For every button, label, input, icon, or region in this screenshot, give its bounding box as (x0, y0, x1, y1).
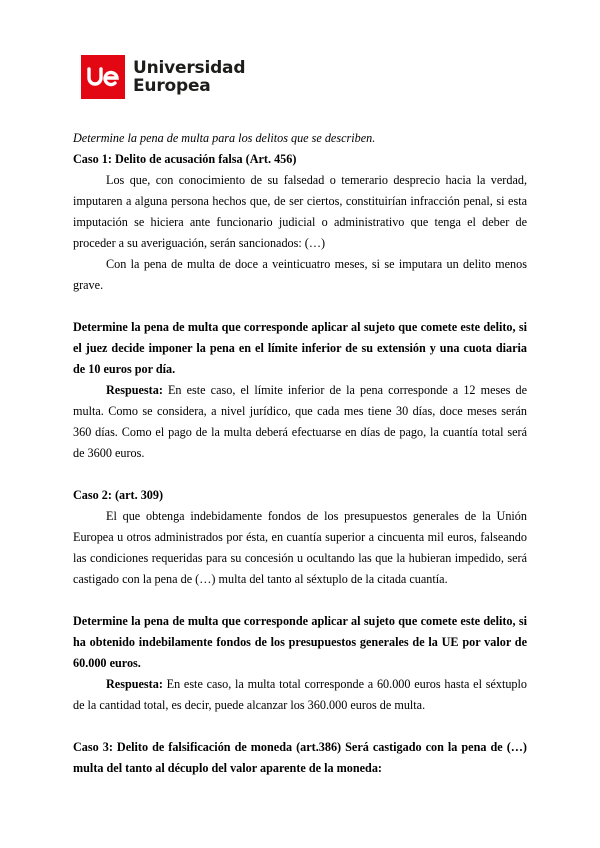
case2-title: Caso 2: (art. 309) (73, 488, 164, 502)
case1-answer (73, 380, 527, 464)
logo-name-line2: Europea (133, 76, 211, 96)
ue-logo-icon (86, 66, 120, 88)
case1-paragraph1: Los que, con conocimiento de su falsedad o temerario desprecio hacia la verdad, imputaren a alguna persona hechos que, de ser ciertos, constituirían infracción penal, si esta imputación se hiciera ante funcionario judicial o administrativo que tenga el deber de proceder a su averiguación, serán sancionados: (…) (73, 173, 527, 250)
case2-answer-text: En este caso, la multa total corresponde a 60.000 euros hasta el séxtuplo de la cantidad total, es decir, puede alcanzar los 360.000 euros de multa. (73, 677, 527, 712)
case1-paragraph2: Con la pena de multa de doce a veinticuatro meses, si se imputara un delito menos grave. (73, 257, 527, 292)
ue-logo-mark (81, 55, 125, 99)
case1-answer-label: Respuesta: (106, 383, 163, 397)
instruction-text: Determine la pena de multa para los delitos que se describen. (73, 131, 376, 145)
university-logo (81, 55, 245, 99)
logo-name-line1: Universidad (133, 58, 246, 78)
case1-answer-text: En este caso, el límite inferior de la pena corresponde a 12 meses de multa. Como se considera, a nivel jurídico, que cada mes tiene 30 días, doce meses serán 360 días. Como el pago de la multa deberá efectuarse en días de pago, la cuantía total será de 3600 euros. (73, 383, 527, 460)
case2-question: Determine la pena de multa que corresponde aplicar al sujeto que comete este delito, si ha obtenido indebilamente fondos de los presupuestos generales de la UE por valor de 60.000 euros. (73, 614, 527, 670)
case3-title: Caso 3: Delito de falsificación de moneda (art.386) Será castigado con la pena de (…) multa del tanto al décuplo del valor aparente de la moneda: (73, 740, 527, 775)
case2-answer-label: Respuesta: (106, 677, 163, 691)
document-body (73, 128, 527, 779)
case2-answer (73, 674, 527, 716)
case2-paragraph1: El que obtenga indebidamente fondos de los presupuestos generales de la Unión Europea u otros administrados por ésta, en cuantía superior a cincuenta mil euros, falseando las condiciones requeridas para su concesión u ocultando las que la hubieran impedido, será castigado con la pena de (…) multa del tanto al séxtuplo de la citada cuantía. (73, 509, 527, 586)
case1-question: Determine la pena de multa que corresponde aplicar al sujeto que comete este delito, si el juez decide imponer la pena en el límite inferior de su extensión y una cuota diaria de 10 euros por día. (73, 320, 527, 376)
logo-wordmark (133, 59, 245, 95)
case1-title: Caso 1: Delito de acusación falsa (Art. 456) (73, 152, 297, 166)
